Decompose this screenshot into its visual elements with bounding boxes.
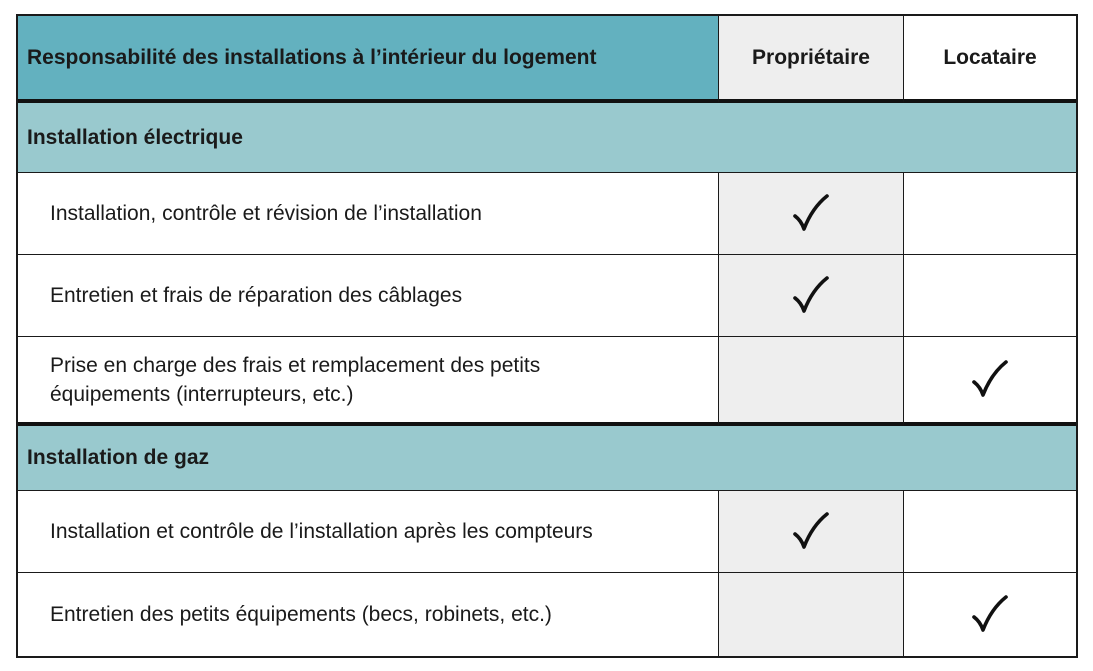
tenant-cell: [904, 573, 1076, 656]
section-title-text: Installation de gaz: [27, 446, 210, 469]
row-label-line1: Prise en charge des frais et remplacement des petits: [50, 353, 541, 377]
header-tenant: [904, 16, 1076, 103]
row-label-text: Entretien et frais de réparation des câblages: [50, 284, 463, 307]
header-owner: [719, 16, 904, 103]
table-row-label: [18, 173, 719, 255]
header-owner-text: Propriétaire: [752, 45, 870, 69]
table-row-label: [18, 573, 719, 656]
section-title-electric: [18, 103, 1076, 173]
section-title-gas: [18, 426, 1076, 491]
table-row-label: [18, 255, 719, 337]
checkmark-icon: [789, 510, 833, 554]
header-title-text: Responsabilité des installations à l’intérieur du logement: [27, 45, 597, 69]
checkmark-icon: [968, 358, 1012, 402]
table-row-label: [18, 491, 719, 573]
owner-cell: [719, 255, 904, 337]
row-label-text: Entretien des petits équipements (becs, robinets, etc.): [50, 603, 552, 626]
tenant-cell: [904, 173, 1076, 255]
checkmark-icon: [968, 593, 1012, 637]
tenant-cell: [904, 491, 1076, 573]
owner-cell: [719, 491, 904, 573]
checkmark-icon: [789, 192, 833, 236]
header-title: [18, 16, 719, 103]
row-label-text: Installation et contrôle de l’installation après les compteurs: [50, 520, 593, 543]
owner-cell: [719, 173, 904, 255]
row-label-line2: équipements (interrupteurs, etc.): [50, 382, 354, 406]
owner-cell: [719, 573, 904, 656]
row-label-text: Installation, contrôle et révision de l’installation: [50, 202, 482, 225]
section-title-text: Installation électrique: [27, 125, 243, 149]
header-tenant-text: Locataire: [943, 45, 1037, 69]
owner-cell: [719, 337, 904, 426]
responsibility-table: [16, 14, 1078, 658]
table-row-label: [18, 337, 719, 426]
tenant-cell: [904, 337, 1076, 426]
tenant-cell: [904, 255, 1076, 337]
checkmark-icon: [789, 274, 833, 318]
